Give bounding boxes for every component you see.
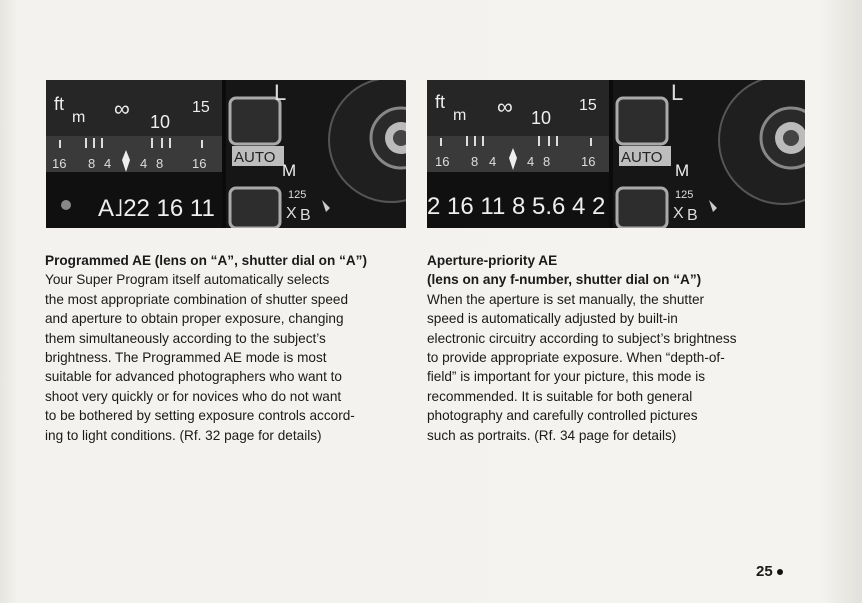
infinity-mark: ∞ [114,96,130,121]
dof-4-right: 4 [527,154,535,169]
bullet-icon [777,569,783,575]
body-line: to be bothered by setting exposure controls accord- [45,408,355,424]
dial-mark-x: X [286,205,297,222]
distance-10: 10 [150,112,171,132]
distance-unit-m: m [453,107,467,124]
dial-mark-auto: AUTO [621,149,663,166]
distance-10: 10 [531,108,552,128]
distance-15: 15 [192,99,210,116]
dial-mark-b: B [687,207,698,224]
aperture-priority-heading: Aperture-priority AE [427,253,558,268]
distance-unit-m: m [72,109,86,126]
body-line: photography and carefully controlled pictures [427,408,698,424]
programmed-ae-section [45,251,425,445]
dial-mark-l: L [671,80,684,105]
dial-mark-125: 125 [675,189,694,201]
aperture-priority-subheading: (lens on any f-number, shutter dial on “A”) [427,272,702,288]
dof-16-right: 16 [192,156,207,171]
body-line: recommended. It is suitable for both general [427,388,693,404]
body-line: them simultaneously according to the subject’s [45,330,326,346]
page-number [756,563,783,580]
body-line: electronic circuitry according to subject’s brightness [427,330,737,346]
aperture-ring-values: A˩22 16 11 [98,195,215,222]
top-button [617,98,667,144]
distance-15: 15 [579,97,597,114]
dof-16-left: 16 [435,154,450,169]
aperture-priority-section [427,251,827,445]
dial-mark-l: L [274,80,287,105]
dof-8-right: 8 [543,154,551,169]
body-line: When the aperture is set manually, the shutter [427,291,705,307]
dof-8-right: 8 [156,156,164,171]
bottom-button [617,188,667,228]
distance-unit-ft: ft [435,92,446,112]
body-line: suitable for advanced photographers who want to [45,369,342,385]
body-line: speed is automatically adjusted by built-in [427,311,678,327]
dof-16-left: 16 [52,156,67,171]
body-line: ing to light conditions. (Rf. 32 page for details) [45,427,322,443]
bottom-button [230,188,280,228]
dial-mark-auto: AUTO [234,149,276,166]
programmed-ae-figure [46,80,406,228]
aperture-priority-figure [427,80,805,228]
page-number-text: 25 [756,563,773,580]
dial-mark-x: X [673,205,684,222]
dof-8-left: 8 [471,154,479,169]
dof-4-left: 4 [104,156,112,171]
body-line: and aperture to obtain proper exposure, changing [45,311,344,327]
aperture-ring-values: 2 16 11 8 5.6 4 2 [427,193,606,220]
lock-button-icon [61,200,71,210]
infinity-mark: ∞ [497,94,513,119]
distance-unit-ft: ft [54,94,65,114]
body-line: brightness. The Programmed AE mode is most [45,350,327,366]
body-line: Your Super Program itself automatically selects [45,272,330,288]
body-line: such as portraits. (Rf. 34 page for details) [427,427,677,443]
dof-4-right: 4 [140,156,148,171]
body-line: field” is important for your picture, this mode is [427,369,706,385]
dial-mark-125: 125 [288,189,307,201]
dial-mark-m: M [675,161,690,180]
dof-4-left: 4 [489,154,497,169]
body-line: shoot very quickly or for novices who do not want [45,388,342,404]
programmed-ae-heading: Programmed AE (lens on “A”, shutter dial on “A”) [45,253,368,268]
dial-mark-m: M [282,161,297,180]
body-line: the most appropriate combination of shutter speed [45,291,349,307]
dof-16-right: 16 [581,154,596,169]
top-button [230,98,280,144]
body-line: to provide appropriate exposure. When “depth-of- [427,350,725,366]
dof-8-left: 8 [88,156,96,171]
dial-mark-b: B [300,207,311,224]
